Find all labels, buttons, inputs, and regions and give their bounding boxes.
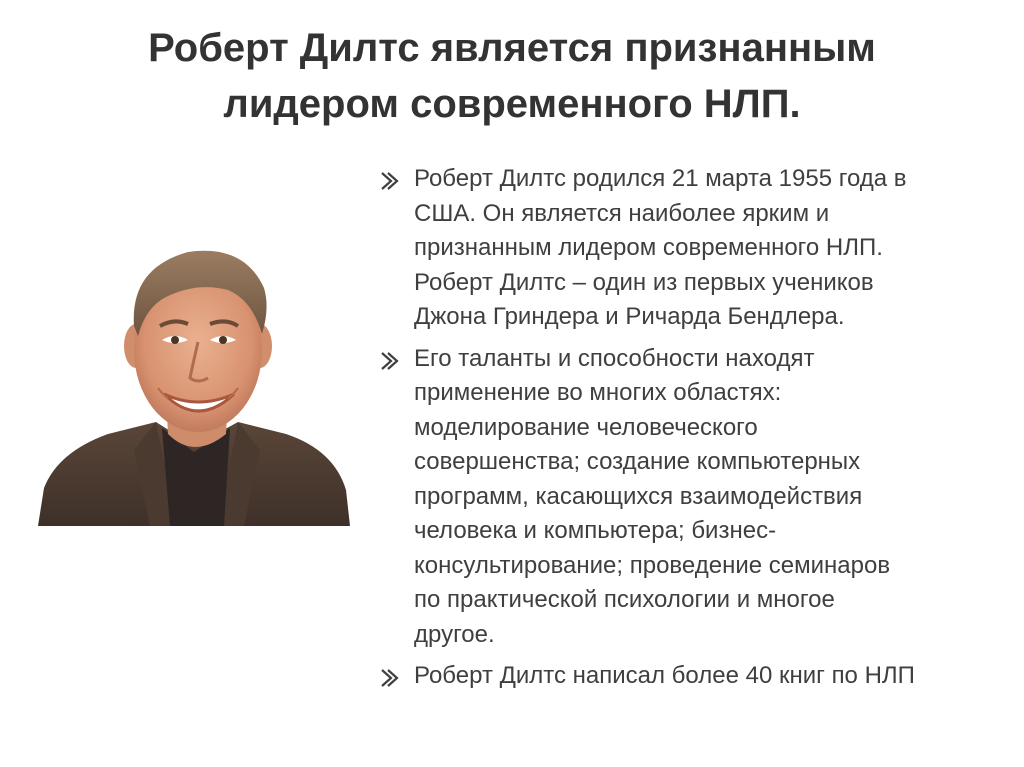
bullet-line: Роберт Дилтс – один из первых учеников: [414, 268, 874, 296]
slide-title: [40, 20, 984, 132]
chevron-arrow-icon: [380, 352, 400, 370]
bullet-list: [376, 162, 986, 701]
bullet-line: Джона Гриндера и Ричарда Бендлера.: [414, 303, 845, 330]
bullet-line: программ, касающихся взаимодействия: [414, 482, 863, 510]
portrait-photo: [38, 238, 350, 526]
bullet-item: [376, 342, 986, 653]
bullet-line: Роберт Дилтс написал более 40 книг по НЛП: [414, 662, 915, 689]
bullet-item: [376, 162, 986, 335]
title-line-2: лидером современного НЛП.: [223, 82, 801, 126]
chevron-arrow-icon: [380, 669, 400, 687]
chevron-arrow-icon: [380, 172, 400, 190]
bullet-item: [376, 659, 986, 694]
bullet-line: по практической психологии и многое: [414, 586, 835, 613]
bullet-line: признанным лидером современного НЛП.: [414, 234, 883, 261]
bullet-line: применение во многих областях:: [414, 379, 782, 406]
bullet-line: другое.: [414, 620, 495, 648]
title-line-1: Роберт Дилтс является признанным: [148, 26, 876, 70]
bullet-line: США. Он является наиболее ярким и: [414, 199, 830, 227]
bullet-line: Роберт Дилтс родился 21 марта 1955 года в: [414, 165, 907, 192]
bullet-line: Его таланты и способности находят: [414, 344, 815, 372]
bullet-line: моделирование человеческого: [414, 413, 758, 441]
bullet-line: человека и компьютера; бизнес-: [414, 517, 777, 544]
bullet-line: совершенства; создание компьютерных: [414, 448, 861, 475]
bullet-line: консультирование; проведение семинаров: [414, 551, 891, 579]
